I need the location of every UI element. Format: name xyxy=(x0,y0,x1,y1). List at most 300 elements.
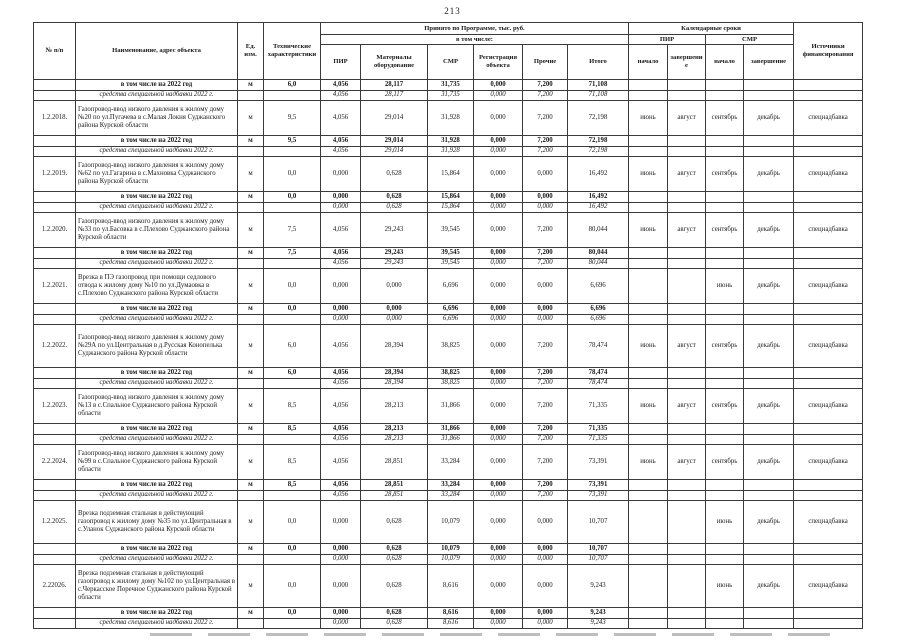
table-row xyxy=(34,269,863,304)
cell-name: средства специальной надбавки 2022 г. xyxy=(76,435,238,445)
cell-total: 10,707 xyxy=(568,555,629,565)
table-body xyxy=(34,80,863,629)
cell-tech xyxy=(264,147,321,157)
cell-pir-start xyxy=(629,192,668,203)
cell-tech xyxy=(264,315,321,325)
cell-smr: 33,284 xyxy=(428,491,474,501)
table-row xyxy=(34,608,863,619)
cell-unit xyxy=(238,147,264,157)
cell-smr-start xyxy=(706,555,744,565)
col-header-name: Наименование, адрес объекта xyxy=(76,23,238,80)
col-header-num: № п/п xyxy=(34,23,76,80)
cell-name: Врезка подземная стальная в действующий газопровод к жилому дому №35 по ул.Центральная в с.Уланок Суджанского района Курской области xyxy=(76,501,238,544)
cell-reg: 0,000 xyxy=(474,379,523,389)
cell-other: 7,200 xyxy=(523,389,568,424)
cell-pir-start xyxy=(629,608,668,619)
table-row xyxy=(34,379,863,389)
cell-pir-start: июнь xyxy=(629,101,668,136)
cell-unit: м xyxy=(238,608,264,619)
cell-other: 0,000 xyxy=(523,565,568,608)
cell-pir-start xyxy=(629,480,668,491)
col-header-pir-finish: завершение xyxy=(668,45,706,80)
cell-smr-end: декабрь xyxy=(744,269,794,304)
cell-source xyxy=(794,608,863,619)
table-row xyxy=(34,491,863,501)
cell-tech: 6,0 xyxy=(264,368,321,379)
table-row xyxy=(34,203,863,213)
cell-other: 0,000 xyxy=(523,555,568,565)
cell-num xyxy=(34,368,76,379)
cell-other: 7,200 xyxy=(523,91,568,101)
cell-source xyxy=(794,379,863,389)
cell-other: 7,200 xyxy=(523,424,568,435)
cell-smr-start xyxy=(706,192,744,203)
cell-pir: 0,000 xyxy=(321,203,361,213)
cell-pir-start: июнь xyxy=(629,445,668,480)
cell-unit xyxy=(238,379,264,389)
cell-smr-end xyxy=(744,555,794,565)
cell-other: 7,200 xyxy=(523,368,568,379)
cell-name: средства специальной надбавки 2022 г. xyxy=(76,259,238,269)
cell-pir-end xyxy=(668,80,706,91)
cell-mat: 28,851 xyxy=(361,491,428,501)
cell-source xyxy=(794,136,863,147)
cell-num xyxy=(34,91,76,101)
cell-source: спецнадбавка xyxy=(794,445,863,480)
cell-total: 78,474 xyxy=(568,368,629,379)
cell-reg: 0,000 xyxy=(474,619,523,629)
cell-tech xyxy=(264,203,321,213)
cell-unit xyxy=(238,491,264,501)
cell-smr-end xyxy=(744,619,794,629)
cell-smr-end xyxy=(744,80,794,91)
cell-reg: 0,000 xyxy=(474,203,523,213)
cell-smr: 10,079 xyxy=(428,555,474,565)
cell-unit xyxy=(238,619,264,629)
cell-pir: 4,056 xyxy=(321,325,361,368)
cell-pir: 4,056 xyxy=(321,445,361,480)
cell-other: 0,000 xyxy=(523,608,568,619)
cell-reg: 0,000 xyxy=(474,501,523,544)
cell-smr-end: декабрь xyxy=(744,565,794,608)
cell-total: 10,707 xyxy=(568,501,629,544)
cell-tech: 0,0 xyxy=(264,269,321,304)
cell-total: 16,492 xyxy=(568,157,629,192)
table-row xyxy=(34,304,863,315)
cell-source xyxy=(794,315,863,325)
cell-smr: 10,079 xyxy=(428,544,474,555)
cell-num xyxy=(34,424,76,435)
cell-pir-end: август xyxy=(668,325,706,368)
col-header-pir-start: начало xyxy=(629,45,668,80)
cell-num xyxy=(34,480,76,491)
col-group-program: Принято по Программе, тыс. руб. xyxy=(321,23,629,35)
cell-smr: 31,735 xyxy=(428,80,474,91)
cell-reg: 0,000 xyxy=(474,445,523,480)
cell-reg: 0,000 xyxy=(474,192,523,203)
cell-pir: 4,056 xyxy=(321,480,361,491)
table-row xyxy=(34,248,863,259)
cell-smr-start xyxy=(706,491,744,501)
cell-pir-end xyxy=(668,147,706,157)
cell-pir-start xyxy=(629,91,668,101)
cell-other: 7,200 xyxy=(523,80,568,91)
cell-reg: 0,000 xyxy=(474,259,523,269)
cell-total: 78,474 xyxy=(568,379,629,389)
cell-name: в том числе на 2022 год xyxy=(76,192,238,203)
cell-other: 0,000 xyxy=(523,203,568,213)
table-row xyxy=(34,565,863,608)
cell-reg: 0,000 xyxy=(474,608,523,619)
cell-unit: м xyxy=(238,136,264,147)
cell-pir-start xyxy=(629,619,668,629)
cell-reg: 0,000 xyxy=(474,544,523,555)
table-row xyxy=(34,480,863,491)
cell-smr: 39,545 xyxy=(428,213,474,248)
cell-pir-end xyxy=(668,379,706,389)
cell-source xyxy=(794,544,863,555)
cell-smr-start xyxy=(706,315,744,325)
page-number: 213 xyxy=(444,6,461,16)
cell-unit: м xyxy=(238,248,264,259)
cell-pir: 0,000 xyxy=(321,315,361,325)
table-row xyxy=(34,389,863,424)
table-row xyxy=(34,325,863,368)
cell-num: 1.2.2025. xyxy=(34,501,76,544)
cell-mat: 28,213 xyxy=(361,435,428,445)
cell-num xyxy=(34,619,76,629)
cell-tech xyxy=(264,491,321,501)
cell-smr: 33,284 xyxy=(428,480,474,491)
cell-total: 10,707 xyxy=(568,544,629,555)
cell-pir: 0,000 xyxy=(321,565,361,608)
cell-other: 0,000 xyxy=(523,157,568,192)
cell-unit: м xyxy=(238,501,264,544)
cell-total: 80,044 xyxy=(568,259,629,269)
col-group-cal-pir: ПИР xyxy=(629,35,706,45)
cell-smr-start xyxy=(706,147,744,157)
cell-other: 7,200 xyxy=(523,213,568,248)
cell-pir: 0,000 xyxy=(321,157,361,192)
cell-mat: 0,000 xyxy=(361,269,428,304)
cell-pir-start xyxy=(629,424,668,435)
cell-mat: 29,014 xyxy=(361,147,428,157)
cell-tech: 8,5 xyxy=(264,445,321,480)
cell-other: 7,200 xyxy=(523,435,568,445)
cell-source xyxy=(794,203,863,213)
cell-pir-start xyxy=(629,136,668,147)
cell-unit: м xyxy=(238,101,264,136)
cell-smr-end xyxy=(744,147,794,157)
cell-total: 16,492 xyxy=(568,203,629,213)
cell-num xyxy=(34,259,76,269)
cell-num xyxy=(34,315,76,325)
cell-pir-end xyxy=(668,269,706,304)
col-header-smr: СМР xyxy=(428,45,474,80)
cell-smr-start xyxy=(706,544,744,555)
cell-pir: 4,056 xyxy=(321,379,361,389)
cell-pir-end xyxy=(668,91,706,101)
cell-source xyxy=(794,435,863,445)
cell-source: спецнадбавка xyxy=(794,269,863,304)
cell-pir: 0,000 xyxy=(321,608,361,619)
cell-smr: 6,696 xyxy=(428,315,474,325)
cell-reg: 0,000 xyxy=(474,248,523,259)
cell-smr-end xyxy=(744,368,794,379)
cell-source xyxy=(794,491,863,501)
cell-other: 7,200 xyxy=(523,248,568,259)
cell-pir-start xyxy=(629,304,668,315)
cell-pir-start xyxy=(629,368,668,379)
col-header-reg: Регистрация объекта xyxy=(474,45,523,80)
cell-pir-start xyxy=(629,269,668,304)
cell-unit xyxy=(238,203,264,213)
cell-total: 72,198 xyxy=(568,147,629,157)
table-header xyxy=(34,23,863,80)
cell-reg: 0,000 xyxy=(474,491,523,501)
cell-smr: 39,545 xyxy=(428,248,474,259)
cell-smr-end xyxy=(744,259,794,269)
cell-reg: 0,000 xyxy=(474,565,523,608)
cell-source: спецнадбавка xyxy=(794,157,863,192)
cell-smr: 8,616 xyxy=(428,565,474,608)
cell-smr-end xyxy=(744,379,794,389)
cell-tech: 8,5 xyxy=(264,389,321,424)
cell-smr: 6,696 xyxy=(428,269,474,304)
cell-source xyxy=(794,248,863,259)
cell-unit: м xyxy=(238,269,264,304)
cell-unit xyxy=(238,435,264,445)
cell-pir: 4,056 xyxy=(321,368,361,379)
cell-name: в том числе на 2022 год xyxy=(76,608,238,619)
cell-tech xyxy=(264,91,321,101)
program-table xyxy=(33,22,863,629)
cell-name: Газопровод-ввод низкого давления к жилому дому №13 в с.Спальное Суджанского района Курской области xyxy=(76,389,238,424)
table-row xyxy=(34,157,863,192)
col-header-unit: Ед. изм. xyxy=(238,23,264,80)
cell-smr: 31,866 xyxy=(428,435,474,445)
table-row xyxy=(34,555,863,565)
col-header-materials: Материалы оборудование xyxy=(361,45,428,80)
cell-smr-start xyxy=(706,608,744,619)
cell-num: 1.2.2022. xyxy=(34,325,76,368)
cell-name: в том числе на 2022 год xyxy=(76,304,238,315)
cell-smr-start xyxy=(706,91,744,101)
cell-smr-start xyxy=(706,379,744,389)
cell-smr: 31,928 xyxy=(428,147,474,157)
cell-smr-end xyxy=(744,192,794,203)
cell-name: в том числе на 2022 год xyxy=(76,368,238,379)
cell-pir: 0,000 xyxy=(321,501,361,544)
cell-pir-start xyxy=(629,491,668,501)
cell-name: Врезка в ПЭ газопровод при помощи седлового отвода к жилому дому №10 по ул.Думаовка в с.Плехово Суджанского района Курской области xyxy=(76,269,238,304)
cell-other: 0,000 xyxy=(523,544,568,555)
cell-reg: 0,000 xyxy=(474,157,523,192)
cell-num xyxy=(34,203,76,213)
cell-mat: 0,628 xyxy=(361,192,428,203)
cell-pir: 0,000 xyxy=(321,192,361,203)
cell-smr-start xyxy=(706,304,744,315)
cell-source: спецнадбавка xyxy=(794,325,863,368)
cell-reg: 0,000 xyxy=(474,147,523,157)
cell-unit: м xyxy=(238,325,264,368)
cell-smr-end xyxy=(744,203,794,213)
cell-num: 1.2.2023. xyxy=(34,389,76,424)
table-row xyxy=(34,619,863,629)
cell-name: Газопровод-ввод низкого давления к жилому дому №62 по ул.Гагарина в с.Махновка Суджанского района Курской области xyxy=(76,157,238,192)
cell-pir-start: июнь xyxy=(629,325,668,368)
scan-artifact-line xyxy=(150,633,832,636)
cell-name: средства специальной надбавки 2022 г. xyxy=(76,491,238,501)
cell-mat: 28,394 xyxy=(361,379,428,389)
cell-tech: 0,0 xyxy=(264,565,321,608)
cell-pir-start: июнь xyxy=(629,389,668,424)
cell-pir-start xyxy=(629,379,668,389)
cell-tech: 8,5 xyxy=(264,424,321,435)
table-row xyxy=(34,315,863,325)
cell-pir: 4,056 xyxy=(321,435,361,445)
cell-smr: 8,616 xyxy=(428,619,474,629)
cell-pir-end xyxy=(668,501,706,544)
cell-mat: 28,117 xyxy=(361,91,428,101)
cell-pir-start xyxy=(629,565,668,608)
cell-smr-end xyxy=(744,304,794,315)
table-row xyxy=(34,259,863,269)
cell-smr-start xyxy=(706,424,744,435)
cell-mat: 0,628 xyxy=(361,555,428,565)
cell-pir-start: июнь xyxy=(629,213,668,248)
cell-tech: 6,0 xyxy=(264,80,321,91)
cell-pir-end xyxy=(668,565,706,608)
cell-smr: 33,284 xyxy=(428,445,474,480)
cell-source: спецнадбавка xyxy=(794,101,863,136)
cell-reg: 0,000 xyxy=(474,304,523,315)
cell-name: средства специальной надбавки 2022 г. xyxy=(76,379,238,389)
cell-mat: 29,243 xyxy=(361,248,428,259)
col-group-program-sub: в том числе: xyxy=(321,35,629,45)
cell-num xyxy=(34,80,76,91)
table-row xyxy=(34,136,863,147)
col-header-other: Прочие xyxy=(523,45,568,80)
cell-tech: 7,5 xyxy=(264,213,321,248)
cell-mat: 29,243 xyxy=(361,213,428,248)
cell-pir: 4,056 xyxy=(321,101,361,136)
cell-smr-end xyxy=(744,480,794,491)
cell-reg: 0,000 xyxy=(474,315,523,325)
cell-smr-end: декабрь xyxy=(744,389,794,424)
cell-num xyxy=(34,192,76,203)
cell-total: 72,198 xyxy=(568,136,629,147)
cell-smr: 39,545 xyxy=(428,259,474,269)
cell-total: 78,474 xyxy=(568,325,629,368)
cell-reg: 0,000 xyxy=(474,101,523,136)
cell-pir-end: август xyxy=(668,213,706,248)
cell-pir-end: август xyxy=(668,389,706,424)
cell-reg: 0,000 xyxy=(474,213,523,248)
cell-smr: 10,079 xyxy=(428,501,474,544)
cell-mat: 0,628 xyxy=(361,157,428,192)
cell-tech: 0,0 xyxy=(264,608,321,619)
cell-smr: 38,825 xyxy=(428,368,474,379)
cell-pir: 0,000 xyxy=(321,555,361,565)
cell-other: 7,200 xyxy=(523,325,568,368)
cell-unit: м xyxy=(238,389,264,424)
cell-tech: 8,5 xyxy=(264,480,321,491)
col-header-total: Итого xyxy=(568,45,629,80)
cell-smr: 15,864 xyxy=(428,203,474,213)
cell-smr-end xyxy=(744,91,794,101)
cell-smr-end xyxy=(744,136,794,147)
cell-pir-end xyxy=(668,304,706,315)
cell-smr-start: сентябрь xyxy=(706,157,744,192)
cell-name: средства специальной надбавки 2022 г. xyxy=(76,555,238,565)
cell-name: Врезка подземная стальная в действующий газопровод к жилому дому №102 по ул.Центральная в с.Черкасское Поречное Суджанского района Курской области xyxy=(76,565,238,608)
cell-pir-start xyxy=(629,203,668,213)
cell-unit xyxy=(238,91,264,101)
cell-pir: 0,000 xyxy=(321,544,361,555)
col-group-cal-smr: СМР xyxy=(706,35,794,45)
cell-pir-start xyxy=(629,147,668,157)
cell-mat: 28,851 xyxy=(361,480,428,491)
cell-num xyxy=(34,379,76,389)
table-row xyxy=(34,435,863,445)
col-header-pir: ПИР xyxy=(321,45,361,80)
cell-name: в том числе на 2022 год xyxy=(76,136,238,147)
cell-tech xyxy=(264,435,321,445)
cell-mat: 0,628 xyxy=(361,544,428,555)
cell-num xyxy=(34,491,76,501)
cell-total: 16,492 xyxy=(568,192,629,203)
cell-tech xyxy=(264,619,321,629)
cell-pir-start xyxy=(629,501,668,544)
cell-pir-end xyxy=(668,435,706,445)
cell-smr-start: сентябрь xyxy=(706,389,744,424)
cell-mat: 28,117 xyxy=(361,80,428,91)
cell-pir: 4,056 xyxy=(321,389,361,424)
cell-source xyxy=(794,80,863,91)
cell-mat: 0,628 xyxy=(361,203,428,213)
cell-total: 71,108 xyxy=(568,80,629,91)
cell-tech xyxy=(264,555,321,565)
cell-pir-start xyxy=(629,259,668,269)
cell-total: 9,243 xyxy=(568,619,629,629)
cell-tech: 9,5 xyxy=(264,136,321,147)
cell-pir-end xyxy=(668,544,706,555)
cell-unit: м xyxy=(238,445,264,480)
cell-pir: 4,056 xyxy=(321,80,361,91)
cell-num xyxy=(34,147,76,157)
cell-name: Газопровод-ввод низкого давления к жилому дому №99 в с.Спальное Суджанского района Курской области xyxy=(76,445,238,480)
col-group-calendar: Календарные сроки xyxy=(629,23,794,35)
cell-smr: 31,928 xyxy=(428,136,474,147)
cell-num xyxy=(34,136,76,147)
cell-pir: 0,000 xyxy=(321,304,361,315)
cell-total: 72,198 xyxy=(568,101,629,136)
table-row xyxy=(34,80,863,91)
cell-tech: 7,5 xyxy=(264,248,321,259)
cell-smr: 15,864 xyxy=(428,192,474,203)
cell-mat: 0,000 xyxy=(361,315,428,325)
cell-name: средства специальной надбавки 2022 г. xyxy=(76,91,238,101)
cell-pir: 4,056 xyxy=(321,259,361,269)
cell-pir: 4,056 xyxy=(321,248,361,259)
cell-smr: 38,825 xyxy=(428,379,474,389)
cell-unit: м xyxy=(238,213,264,248)
cell-unit: м xyxy=(238,192,264,203)
cell-reg: 0,000 xyxy=(474,91,523,101)
cell-tech: 0,0 xyxy=(264,544,321,555)
cell-mat: 0,000 xyxy=(361,304,428,315)
